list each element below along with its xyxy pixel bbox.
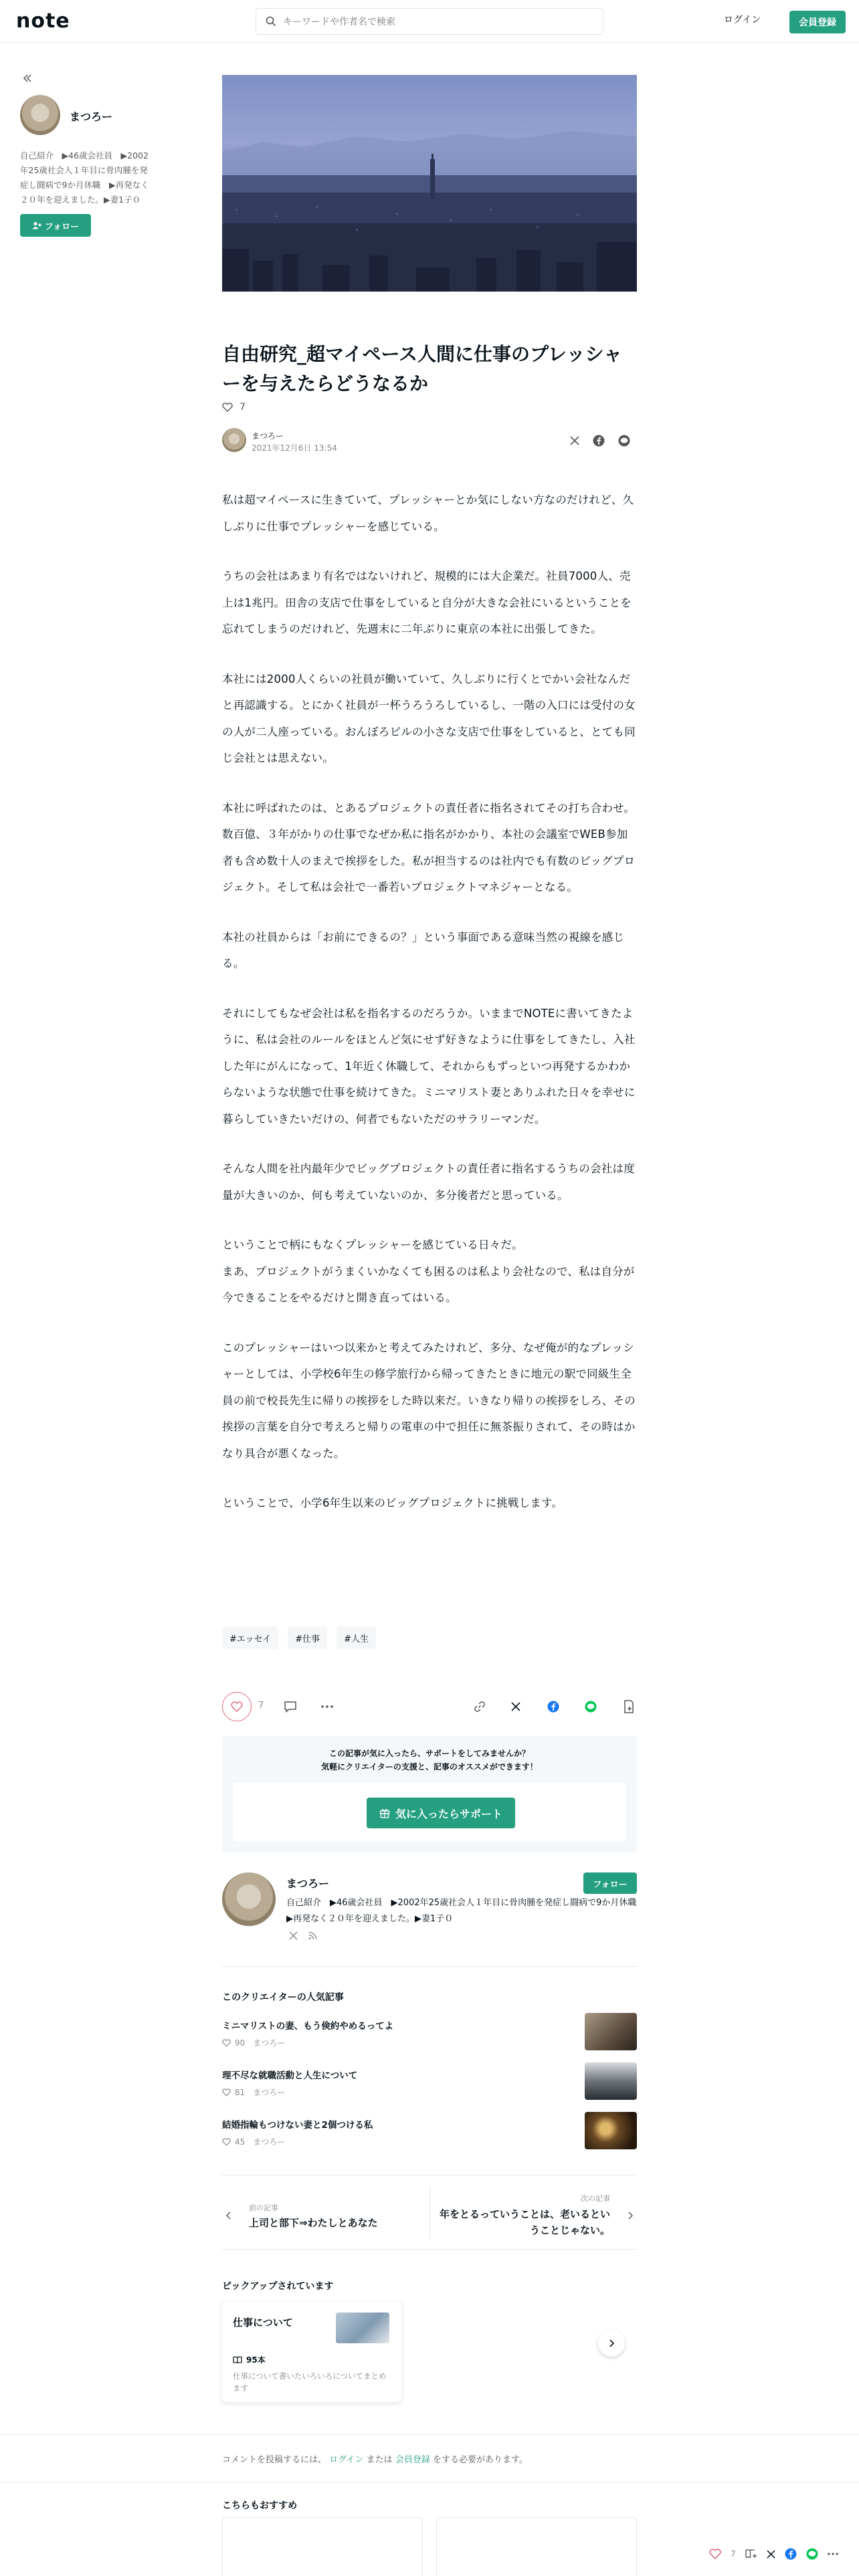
recommend-card[interactable] (222, 2517, 423, 2576)
paragraph: ということで柄にもなくプレッシャーを感じている日々だ。 まあ、プロジェクトがうまくいかなくても困るのは私より会社なので、私は自分が今できることをやるだけと開き直ってはいる。 (222, 1239, 635, 1304)
chevron-left-icon (226, 2212, 231, 2220)
author-name[interactable]: まつろー (252, 431, 284, 441)
tag-list (222, 1626, 376, 1649)
floating-action-bar (709, 2548, 838, 2560)
tag-chip[interactable]: #人生 (337, 1626, 376, 1649)
article-like-summary[interactable] (222, 402, 246, 413)
line-share-icon[interactable] (618, 435, 630, 447)
popular-article-item[interactable] (222, 2112, 637, 2152)
heart-icon (231, 1701, 243, 1712)
support-button[interactable] (367, 1798, 515, 1828)
more-options-icon[interactable] (321, 1705, 333, 1708)
popular-article-item[interactable] (222, 2013, 637, 2053)
popular-article-item[interactable] (222, 2062, 637, 2103)
magazine-add-icon[interactable] (745, 2549, 757, 2559)
paragraph: 本社には2000人くらいの社員が働いていて、久しぶりに行くとでかい会社なんだと再認識する。とにかく社員が一杯うろうろしているし、一階の入口には受付の女の人が二人座っている。おんぼろビルの小さな支店で仕事をしていると、とても同じ会社とは思えない。 (222, 672, 636, 764)
popular-article-title: ミニマリストの妻、もう倹約やめるってよ (222, 2021, 394, 2032)
facebook-share-icon[interactable] (547, 1701, 559, 1713)
comment-or: または (366, 2455, 393, 2465)
magazine-icon (233, 2356, 242, 2364)
heart-icon (222, 2138, 231, 2146)
heart-icon (222, 2088, 231, 2097)
article-title: 自由研究_超マイペース人間に仕事のプレッシャーを与えたらどうなるか (222, 343, 623, 395)
chevron-right-icon (609, 2339, 614, 2347)
article-body (222, 487, 637, 1540)
heart-icon (222, 403, 233, 412)
site-header (0, 0, 859, 43)
comment-notice (0, 2434, 859, 2482)
popular-article-title: 結婚指輪もつけない妻と2個つける私 (222, 2120, 373, 2131)
paragraph: 本社に呼ばれたのは、とあるプロジェクトの責任者に指名されてその打ち合わせ。数百億、３年がかりの仕事でなぜか私に指名がかかり、本社の会議室でWEB参加者も含め数十人のまえで挨拶をした。私が担当するのは社内でも有数のビッグプロジェクト。そして私は会社で一番若いプロジェクトマネジャーとなる。 (222, 801, 636, 893)
paragraph: ということで、小学6年生以来のビッグプロジェクトに挑戦します。 (222, 1497, 563, 1509)
article-action-bar (222, 1692, 637, 1721)
signup-button[interactable]: 会員登録 (789, 11, 846, 33)
comment-login-link[interactable]: ログイン (329, 2455, 364, 2465)
popular-like-count: 81 (235, 2087, 246, 2097)
prev-article-link[interactable] (222, 2175, 430, 2249)
sidebar-bio: 自己紹介 ▶46歳会社員 ▶2002年25歳社会人１年目に骨肉腫を発症し闘病で9か月休職 ▶再発なく２０年を迎えました。▶妻1子０ (20, 150, 149, 205)
paragraph: そんな人間を社内最年少でビッグプロジェクトの責任者に指名するうちの会社は度量が大きいのか、何も考えていないのか、多分後者だと思っている。 (222, 1162, 635, 1202)
popular-like-count: 90 (235, 2038, 246, 2048)
popular-like-count: 45 (235, 2137, 246, 2147)
search-input[interactable] (283, 14, 591, 30)
search-icon (266, 16, 276, 27)
line-share-icon[interactable] (806, 2548, 818, 2560)
heart-icon (222, 2039, 231, 2047)
support-message (222, 1747, 637, 1774)
gift-icon (379, 1808, 390, 1818)
popular-author: まつろー (253, 2137, 286, 2147)
paragraph: 私は超マイペースに生きていて、プレッシャーとか気にしない方なのだけれど、久しぶりに仕事でプレッシャーを感じている。 (222, 494, 634, 533)
x-share-icon[interactable] (570, 436, 579, 445)
floating-like-count: 7 (731, 2549, 736, 2559)
popular-article-thumbnail (585, 2062, 637, 2100)
support-card (233, 1783, 626, 1842)
hero-image-city-skyline (222, 75, 637, 292)
comment-signup-link[interactable]: 会員登録 (395, 2455, 430, 2465)
x-share-icon[interactable] (511, 1702, 520, 1711)
publish-date: 2021年12月6日 13:54 (252, 443, 337, 453)
popular-article-meta (222, 2136, 285, 2147)
prev-label: 前の記事 (249, 2204, 278, 2212)
bookmark-icon[interactable] (624, 1700, 634, 1713)
note-logo[interactable]: note (16, 9, 70, 33)
line-share-icon[interactable] (585, 1701, 597, 1713)
article-navigation (222, 2175, 637, 2250)
next-title: 年をとるっていうことは、老いるということじゃない。 (439, 2208, 610, 2236)
prev-title: 上司と部下⇒わたしとあなた (249, 2217, 378, 2229)
sidebar-author-name[interactable]: まつろー (70, 110, 113, 123)
collapse-sidebar-icon[interactable] (23, 74, 32, 83)
popular-author: まつろー (253, 2038, 286, 2048)
popular-author: まつろー (253, 2088, 286, 2097)
recommend-section-title: こちらもおすすめ (222, 2500, 298, 2511)
sidebar-follow-button[interactable] (20, 214, 91, 237)
like-count: 7 (240, 402, 246, 413)
user-plus-icon (32, 221, 41, 229)
comment-icon[interactable] (284, 1700, 297, 1713)
popular-article-meta (222, 2086, 285, 2098)
support-button-label: 気に入ったらサポート (395, 1807, 502, 1820)
divider (222, 1966, 637, 1967)
pickup-section-title: ピックアップされています (222, 2281, 334, 2292)
like-button[interactable] (222, 1692, 252, 1721)
paragraph: このプレッシャーはいつ以来かと考えてみたけれど、多分、なぜ俺が的なプレッシャーとしては、小学校6年生の修学旅行から帰ってきたときに地元の駅で同級生全員の前で校長先生に帰りの挨拶をした時以来だ。いきなり帰りの挨拶をしろ、その挨拶の言葉を自分で考えろと帰りの電車の中で担任に無茶振りされて、その時はかなり具合が悪くなった。 (222, 1341, 636, 1460)
magazine-description: 仕事について書いたいろいろについてまとめます (233, 2371, 387, 2393)
support-message-line: この記事が気に入ったら、サポートをしてみませんか？ (328, 1749, 530, 1758)
support-section (222, 1736, 637, 1852)
tag-chip[interactable]: #仕事 (288, 1626, 327, 1649)
share-buttons-top (570, 435, 630, 447)
popular-article-meta (222, 2037, 285, 2048)
login-button[interactable]: ログイン (724, 15, 761, 25)
magazine-title: 仕事について (233, 2317, 293, 2329)
next-label: 次の記事 (581, 2194, 610, 2203)
popular-article-title: 理不尽な就職活動と人生について (222, 2070, 358, 2081)
magazine-card[interactable] (222, 2302, 401, 2402)
search-box[interactable] (256, 8, 603, 35)
paragraph: それにしてもなぜ会社は私を指名するのだろうか。いままでNOTEに書いてきたように、私は会社のルールをほとんど気にせず好きなように仕事をしてきたし、入社した年にがんになって、1年近く休職して、それからもずっといつ再発するかわからないような状態で仕事を続けてきた。ミニマリスト妻とありふれた日々を幸せに暮らしていきたいだけの、何者でもないただのサラリーマンだ。 (222, 1006, 636, 1125)
recommend-card[interactable] (436, 2517, 637, 2576)
magazine-count-label: 95本 (246, 2355, 266, 2365)
creator-avatar[interactable] (222, 1872, 276, 1926)
popular-section-title: このクリエイターの人気記事 (222, 1992, 344, 2003)
x-share-icon[interactable] (767, 2550, 775, 2559)
creator-bio: 自己紹介 ▶46歳会社員 ▶2002年25歳社会人１年目に骨肉腫を発症し闘病で9か月休職 ▶再発なく２０年を迎えました。▶妻1子０ (286, 1898, 646, 1924)
next-article-link[interactable] (430, 2175, 637, 2249)
heart-icon[interactable] (709, 2549, 721, 2559)
creator-links (289, 1931, 317, 1940)
paragraph: うちの会社はあまり有名ではないけれど、規模的には大企業だ。社員7000人、売上は1兆円。田舎の支店で仕事をしていると自分が大きな会社にいるということを忘れてしまうのだけれど、先週末に二年ぶりに東京の本社に出張してきた。 (222, 570, 632, 635)
tag-chip[interactable]: #エッセイ (222, 1626, 278, 1649)
paragraph: 本社の社員からは「お前にできるの？」という事面である意味当然の視線を感じる。 (222, 930, 625, 970)
carousel-next-button[interactable] (598, 2330, 625, 2357)
x-profile-icon[interactable] (289, 1931, 298, 1940)
like-count-bottom: 7 (258, 1701, 264, 1711)
popular-article-thumbnail (585, 2112, 637, 2149)
copy-link-icon[interactable] (474, 1701, 486, 1713)
creator-follow-button[interactable]: フォロー (583, 1872, 637, 1894)
sidebar-follow-label: フォロー (44, 221, 80, 232)
rss-icon[interactable] (308, 1931, 317, 1940)
support-message-line: 気軽にクリエイターの支援と、記事のオススメができます！ (321, 1762, 538, 1772)
facebook-share-icon[interactable] (593, 435, 605, 447)
magazine-thumbnail (336, 2313, 389, 2343)
facebook-share-icon[interactable] (785, 2548, 797, 2560)
sidebar-avatar[interactable] (20, 95, 60, 135)
magazine-count (233, 2354, 266, 2365)
comment-suffix: をする必要があります。 (432, 2455, 528, 2465)
comment-prefix: コメントを投稿するには、 (222, 2455, 327, 2465)
comment-notice-text (222, 2452, 528, 2465)
author-avatar[interactable] (222, 428, 246, 452)
popular-article-thumbnail (585, 2013, 637, 2050)
creator-name[interactable]: まつろー (286, 1877, 330, 1890)
more-options-icon[interactable] (828, 2553, 838, 2555)
chevron-right-icon (628, 2212, 633, 2220)
